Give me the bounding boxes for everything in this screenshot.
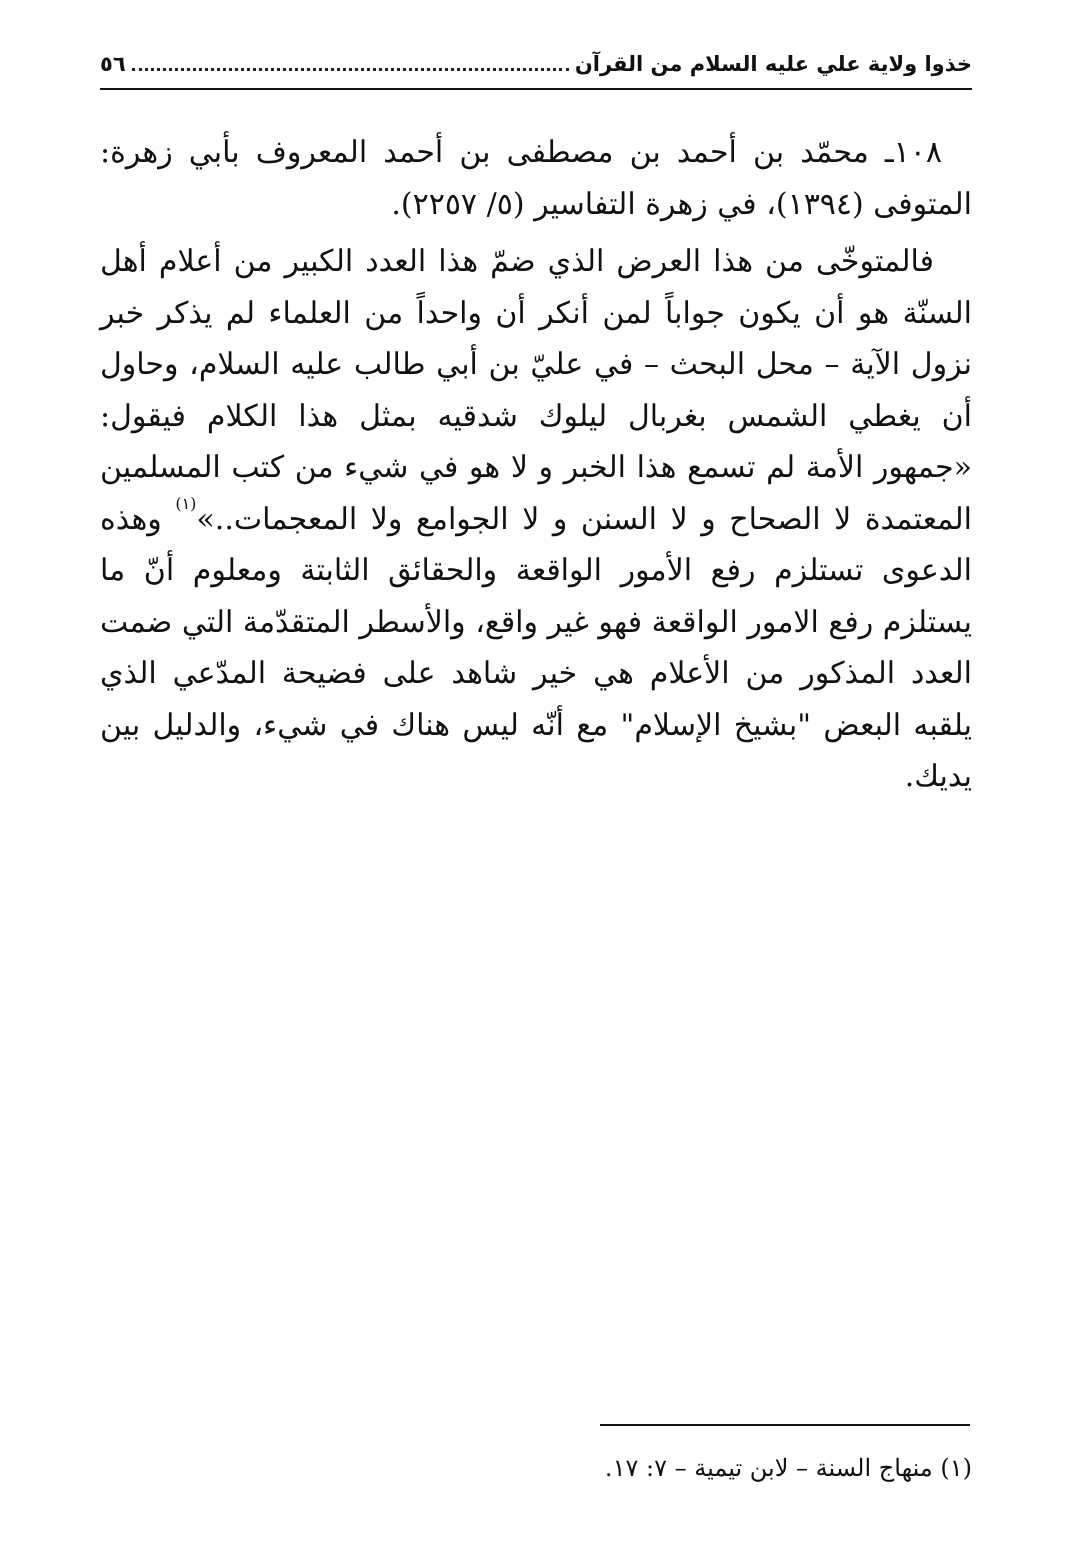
- footnote-reference: (١): [175, 493, 197, 513]
- footnote-rule: [600, 1424, 970, 1426]
- main-paragraph-part-1: فالمتوخّى من هذا العرض الذي ضمّ هذا العدد الكبير من أعلام أهل السنّة هو أن يكون جواباً لمن أنكر أن واحداً من العلماء لم يذكر خبر نزول الآية – محل البحث – في عليّ بن أبي طالب عليه السلام، وحاول أن يغطي الشمس بغربال ليلوك شدقيه بمثل هذا الكلام فيقول: «جمهور الأمة لم تسمع هذا الخبر و لا هو في شيء من كتب المسلمين المعتمدة لا الصحاح و لا السنن و لا الجوامع ولا المعجمات..»: [100, 244, 972, 537]
- book-title: خذوا ولاية علي عليه السلام من القرآن: [574, 52, 972, 76]
- leader-dots: [132, 68, 569, 71]
- page-number: ٥٦: [100, 52, 126, 76]
- footnote-1: (١) منهاج السنة – لابن تيمية – ٧: ١٧.: [604, 1454, 972, 1482]
- header-rule: [100, 88, 972, 90]
- entry-108: ١٠٨ـ محمّد بن أحمد بن مصطفى بن أحمد المعروف بأبي زهرة: المتوفى (١٣٩٤)، في زهرة التفاسير (٥/ ٢٢٥٧).: [100, 135, 972, 222]
- running-header: [100, 44, 972, 84]
- main-text: [100, 127, 972, 803]
- main-paragraph: [100, 236, 972, 803]
- main-paragraph-part-2: وهذه الدعوى تستلزم رفع الأمور الواقعة والحقائق الثابتة ومعلوم أنّ ما يستلزم رفع الامور الواقعة فهو غير واقع، والأسطر المتقدّمة التي ضمت العدد المذكور من الأعلام هي خير شاهد على فضيحة المدّعي الذي يلقبه البعض "بشيخ الإسلام" مع أنّه ليس هناك في شيء، والدليل بين يديك.: [100, 501, 972, 794]
